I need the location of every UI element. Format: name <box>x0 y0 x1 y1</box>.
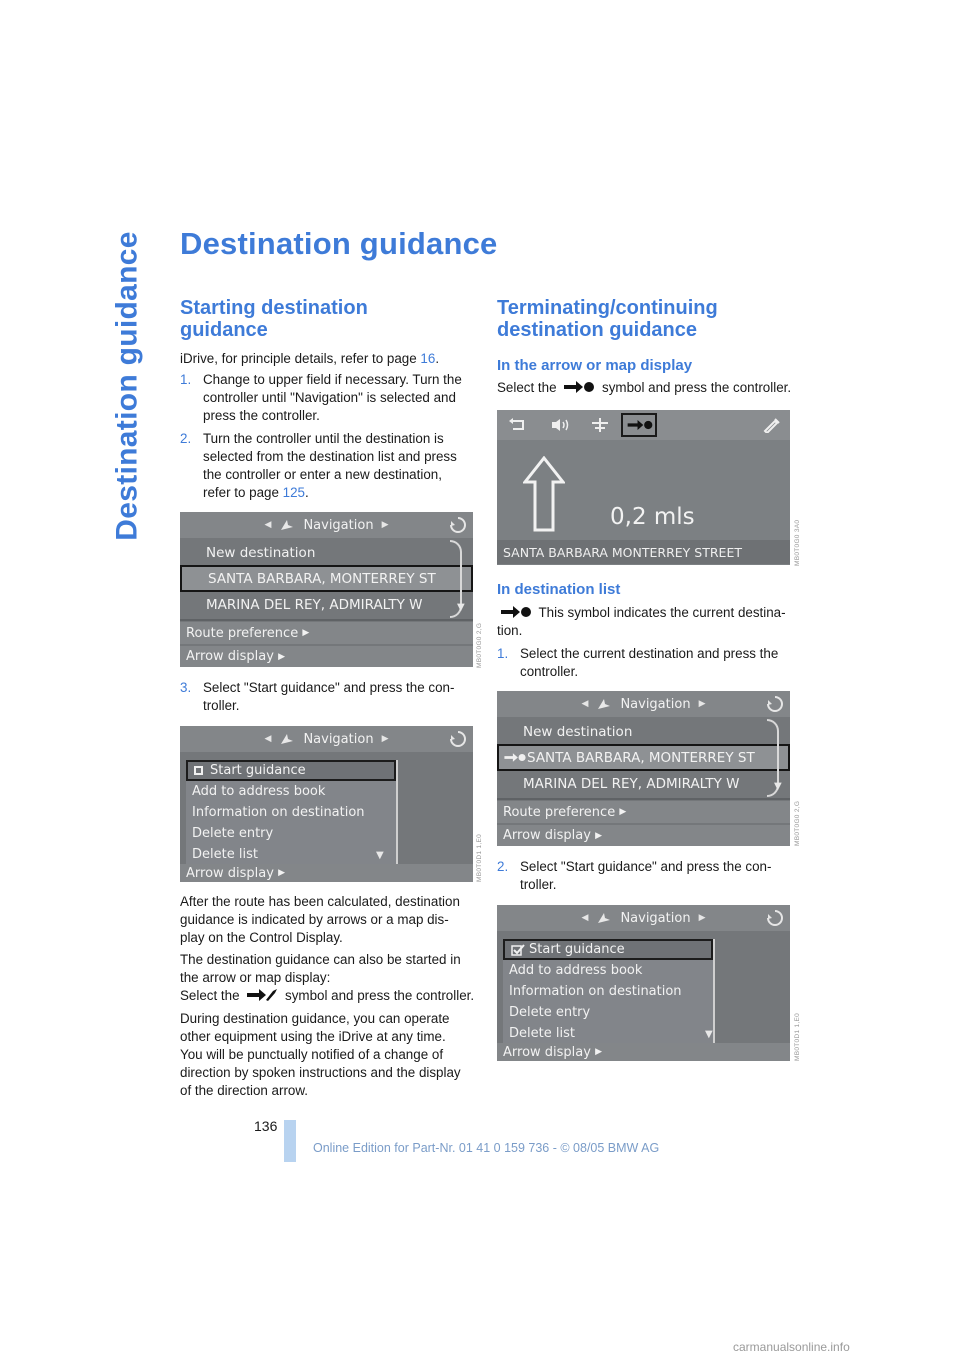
menu-item[interactable]: Add to address book <box>192 784 326 799</box>
distance-readout: 0,2 mls <box>610 504 695 530</box>
idrive-guidance-menu-screen-right <box>497 905 790 1061</box>
current-destination-icon <box>499 605 533 619</box>
current-destination-icon <box>503 752 527 763</box>
idrive-navigation-screen <box>180 512 473 667</box>
menu-swirl-icon <box>449 730 467 748</box>
scroll-down-icon: ▼ <box>774 781 782 792</box>
list-item[interactable]: New destination <box>523 724 633 740</box>
menu-swirl-icon <box>766 695 784 713</box>
arrow-display-item[interactable]: Arrow display ▶ <box>180 646 473 667</box>
idrive-navigation-screen-current <box>497 691 790 846</box>
volume-icon[interactable] <box>549 417 571 433</box>
subheading-destination-list: In destination list <box>497 581 621 598</box>
paragraph-arrow-display: The destination guidance can also be started in the arrow or map display: Select the symbol and press the controller. <box>180 952 475 1003</box>
list-item-selected[interactable]: SANTA BARBARA, MONTERREY ST <box>180 565 473 592</box>
image-code: MB0T0D1 1,E0 <box>794 1012 801 1061</box>
paragraph-during-guidance: During destination guidance, you can operate other equipment using the iDrive at any time. You will be punctually notified of a change of direction by spoken instructions and the display of the direction arrow. <box>180 1011 461 1098</box>
menu-item[interactable]: Delete list <box>509 1026 575 1041</box>
scroll-down-icon: ▼ <box>376 850 384 861</box>
image-code: MB0T0G0 2,G <box>476 622 483 668</box>
checked-checkbox-icon <box>511 944 525 956</box>
route-preference-item[interactable]: Route preference ▶ <box>497 801 790 823</box>
popup-menu <box>503 939 715 1043</box>
footer-edition-text: Online Edition for Part-Nr. 01 41 0 159 736 - © 08/05 BMW AG <box>313 1141 660 1155</box>
list-item[interactable]: MARINA DEL REY, ADMIRALTY W <box>523 776 740 792</box>
list-item-current-destination[interactable]: SANTA BARBARA, MONTERREY ST <box>497 744 790 771</box>
page-link-125[interactable]: 125 <box>282 485 305 500</box>
route-preference-item[interactable]: Route preference ▶ <box>180 622 473 644</box>
destination-arrow-icon <box>562 380 596 394</box>
screen-header: ◀ Navigation ▶ <box>180 512 473 538</box>
start-guidance-arrow-icon <box>245 988 279 1002</box>
image-code: MB0T0D1 1,E0 <box>476 833 483 882</box>
arrow-display-item[interactable]: Arrow display ▶ <box>497 1043 790 1061</box>
image-code: MB0T0G0 3A0 <box>794 519 801 566</box>
watermark: carmanualsonline.info <box>733 1340 850 1354</box>
section-heading-starting: Starting destination guidance <box>180 297 368 341</box>
checkbox-icon <box>194 766 203 775</box>
image-code: MB0T0G0 2,G <box>794 800 801 846</box>
footer-accent-bar <box>284 1120 296 1162</box>
menu-item[interactable]: Add to address book <box>509 963 643 978</box>
subheading-arrow-map: In the arrow or map display <box>497 357 693 374</box>
selected-toolbar-item[interactable] <box>621 413 657 437</box>
destination-arrow-icon <box>626 418 654 432</box>
navigation-icon <box>279 518 295 532</box>
route-icon[interactable] <box>589 417 611 433</box>
section-heading-terminating: Terminating/continuing destination guidance <box>497 297 718 341</box>
menu-item-start-guidance[interactable]: Start guidance <box>186 760 396 781</box>
navigation-icon <box>596 697 612 711</box>
list-item[interactable]: New destination <box>206 545 316 561</box>
screen-header: ◀ Navigation ▶ <box>497 905 790 931</box>
scroll-down-icon: ▼ <box>705 1029 713 1040</box>
menu-item[interactable]: Delete entry <box>509 1005 591 1020</box>
back-icon[interactable] <box>507 417 529 433</box>
menu-item[interactable]: Information on destination <box>192 805 365 820</box>
intro-paragraph: iDrive, for principle details, refer to page 16. <box>180 351 440 366</box>
navigation-icon <box>596 911 612 925</box>
menu-item[interactable]: Delete list <box>192 847 258 862</box>
street-name: SANTA BARBARA MONTERREY STREET <box>497 540 790 564</box>
popup-menu <box>186 760 398 864</box>
idrive-guidance-menu-screen <box>180 726 473 882</box>
side-section-title: Destination guidance <box>111 231 144 541</box>
page-title: Destination guidance <box>180 226 498 261</box>
menu-item-start-guidance[interactable]: Start guidance <box>503 939 713 960</box>
paragraph-current-destination: This symbol indicates the current destina- tion. <box>497 605 786 638</box>
paragraph-route-calculated: After the route has been calculated, destination guidance is indicated by arrows or a map dis- play on the Control Display. <box>180 894 460 945</box>
page-number: 136 <box>254 1118 278 1134</box>
arrow-display-item[interactable]: Arrow display ▶ <box>180 864 473 882</box>
screen-header: ◀ Navigation ▶ <box>180 726 473 752</box>
page-link-16[interactable]: 16 <box>420 351 436 366</box>
menu-item[interactable]: Information on destination <box>509 984 682 999</box>
menu-swirl-icon <box>766 909 784 927</box>
settings-icon[interactable] <box>761 417 783 433</box>
menu-item[interactable]: Delete entry <box>192 826 274 841</box>
paragraph-select-symbol: Select the symbol and press the controller. <box>497 380 792 395</box>
arrow-display-item[interactable]: Arrow display ▶ <box>497 825 790 846</box>
list-item[interactable]: MARINA DEL REY, ADMIRALTY W <box>206 597 423 613</box>
menu-swirl-icon <box>449 516 467 534</box>
arrow-screen-toolbar <box>497 410 790 440</box>
direction-arrow-icon <box>523 456 565 532</box>
screen-header: ◀ Navigation ▶ <box>497 691 790 717</box>
arrow-display-screen <box>497 410 790 565</box>
scroll-down-icon: ▼ <box>457 602 465 613</box>
navigation-icon <box>279 732 295 746</box>
